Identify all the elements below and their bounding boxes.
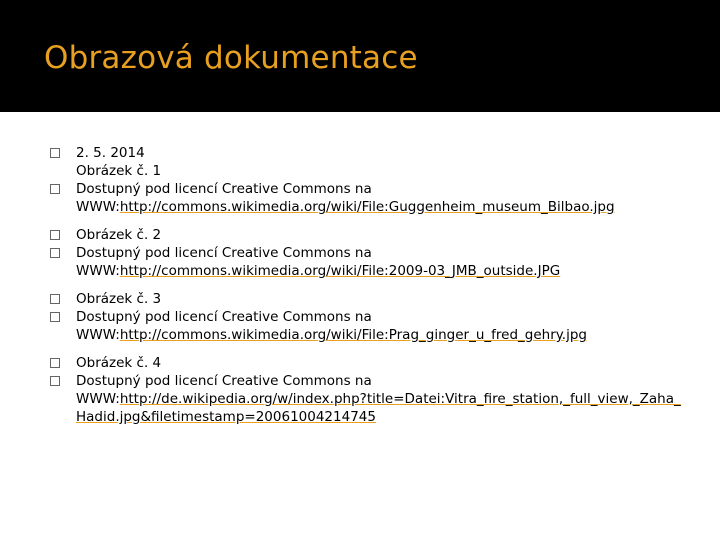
image-number-text: Obrázek č. 2 [76,227,162,243]
bullet-icon [50,312,60,322]
slide-header [0,0,720,112]
www-prefix: WWW: [76,263,120,279]
list-item [50,354,690,372]
bullet-icon [50,294,60,304]
image-number-text: Obrázek č. 1 [76,163,162,179]
image-credit-2 [50,226,690,280]
source-link[interactable]: http://commons.wikimedia.org/wiki/File:Prag_ginger_u_fred_gehry.jpg [119,327,587,343]
list-item [50,308,690,326]
license-text: Dostupný pod licencí Creative Commons na [76,373,372,389]
www-prefix: WWW: [76,391,120,407]
bullet-icon [50,184,60,194]
slide-content [50,144,690,436]
date-text: 2. 5. 2014 [76,145,145,161]
www-prefix: WWW: [76,327,120,343]
source-line [50,326,690,344]
image-number-text: Obrázek č. 4 [76,355,162,371]
source-link[interactable]: http://commons.wikimedia.org/wiki/File:Guggenheim_museum_Bilbao.jpg [119,199,615,215]
source-line [50,198,690,216]
bullet-icon [50,248,60,258]
image-credit-1 [50,144,690,216]
license-text: Dostupný pod licencí Creative Commons na [76,309,372,325]
image-credit-3 [50,290,690,344]
list-item [50,372,690,390]
license-text: Dostupný pod licencí Creative Commons na [76,245,372,261]
bullet-icon [50,376,60,386]
source-line [50,262,690,280]
source-link[interactable]: http://de.wikipedia.org/w/index.php?title=Datei:Vitra_fire_station,_full_view,_Zaha_Hadid.jpg&filetimestamp=20061004214745 [76,391,681,425]
bullet-icon [50,358,60,368]
list-item [50,290,690,308]
bullet-icon [50,148,60,158]
slide-title: Obrazová dokumentace [44,40,418,76]
list-item [50,144,690,162]
list-item [50,180,690,198]
list-item [50,162,690,180]
www-prefix: WWW: [76,199,120,215]
list-item [50,226,690,244]
bullet-icon [50,230,60,240]
list-item [50,244,690,262]
image-number-text: Obrázek č. 3 [76,291,162,307]
license-text: Dostupný pod licencí Creative Commons na [76,181,372,197]
image-credit-4 [50,354,690,426]
source-line [50,390,690,426]
source-link[interactable]: http://commons.wikimedia.org/wiki/File:2009-03_JMB_outside.JPG [119,263,561,279]
